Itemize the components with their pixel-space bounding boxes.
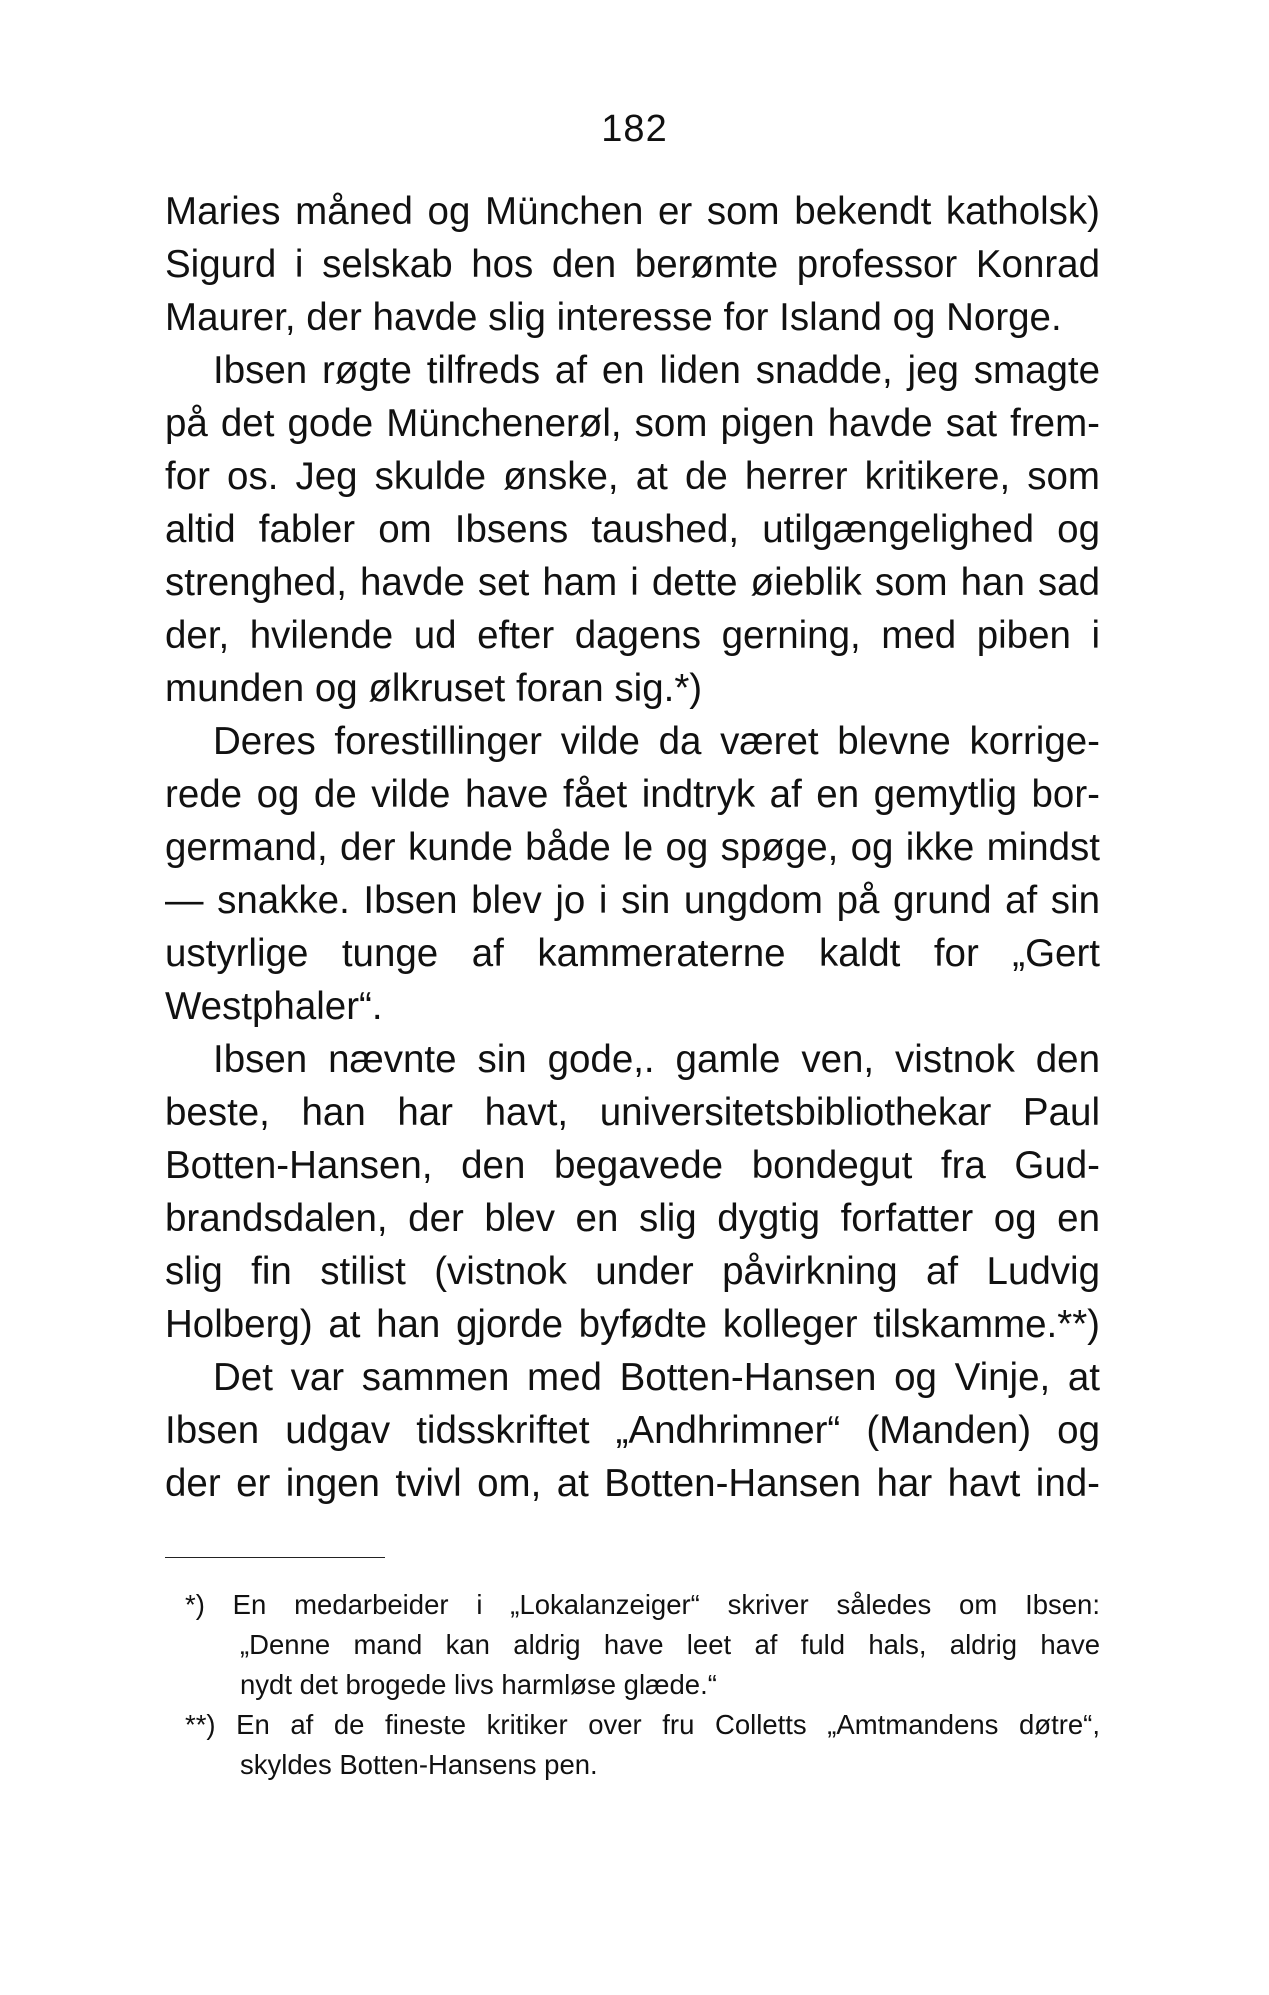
body-text	[165, 185, 1100, 1510]
text-line: Ibsen nævnte sin gode,. gamle ven, vistnok den	[213, 1038, 1100, 1081]
text-line: munden og ølkruset foran sig.*)	[165, 667, 703, 710]
text-line: Westphaler“.	[165, 985, 383, 1028]
text-line: Maurer, der havde slig interesse for Island og Norge.	[165, 296, 1062, 339]
text-line: beste, han har havt, universitetsbibliothekar Paul	[165, 1091, 1100, 1134]
text-line: der, hvilende ud efter dagens gerning, med piben i	[165, 614, 1100, 657]
text-line: slig fin stilist (vistnok under påvirkning af Ludvig	[165, 1250, 1100, 1293]
text-line: altid fabler om Ibsens taushed, utilgængelighed og	[165, 508, 1100, 551]
text-line: Sigurd i selskab hos den berømte professor Konrad	[165, 243, 1100, 286]
footnote-line: nydt det brogede livs harmløse glæde.“	[240, 1669, 717, 1700]
footnotes	[165, 1585, 1100, 1785]
text-line: Ibsen udgav tidsskriftet „Andhrimner“ (Manden) og	[165, 1409, 1100, 1452]
text-line: Deres forestillinger vilde da været blevne korrige-	[213, 720, 1100, 763]
footnote-line: **) En af de fineste kritiker over fru Colletts „Amtmandens døtre“,	[185, 1709, 1100, 1740]
text-line: Det var sammen med Botten-Hansen og Vinje, at	[213, 1356, 1100, 1399]
text-line: Holberg) at han gjorde byfødte kolleger tilskamme.**)	[165, 1303, 1100, 1346]
page-number: 182	[601, 108, 668, 150]
text-line: strenghed, havde set ham i dette øieblik som han sad	[165, 561, 1100, 604]
text-line: — snakke. Ibsen blev jo i sin ungdom på grund af sin	[165, 879, 1100, 922]
text-line: brandsdalen, der blev en slig dygtig forfatter og en	[165, 1197, 1100, 1240]
footnote-line: „Denne mand kan aldrig have leet af fuld hals, aldrig have	[240, 1629, 1100, 1660]
text-line: der er ingen tvivl om, at Botten-Hansen har havt ind-	[165, 1462, 1100, 1505]
text-line: Botten-Hansen, den begavede bondegut fra Gud-	[165, 1144, 1100, 1187]
footnote-divider	[165, 1557, 385, 1558]
text-line: germand, der kunde både le og spøge, og ikke mindst	[165, 826, 1100, 869]
text-line: for os. Jeg skulde ønske, at de herrer kritikere, som	[165, 455, 1100, 498]
text-line: Maries måned og München er som bekendt katholsk)	[165, 190, 1100, 233]
footnote-line: *) En medarbeider i „Lokalanzeiger“ skriver således om Ibsen:	[185, 1589, 1100, 1620]
footnote-line: skyldes Botten-Hansens pen.	[240, 1749, 598, 1780]
text-line: ustyrlige tunge af kammeraterne kaldt for „Gert	[165, 932, 1100, 975]
text-line: rede og de vilde have fået indtryk af en gemytlig bor-	[165, 773, 1100, 816]
text-line: Ibsen røgte tilfreds af en liden snadde, jeg smagte	[213, 349, 1100, 392]
text-line: på det gode Münchenerøl, som pigen havde sat frem-	[165, 402, 1100, 445]
